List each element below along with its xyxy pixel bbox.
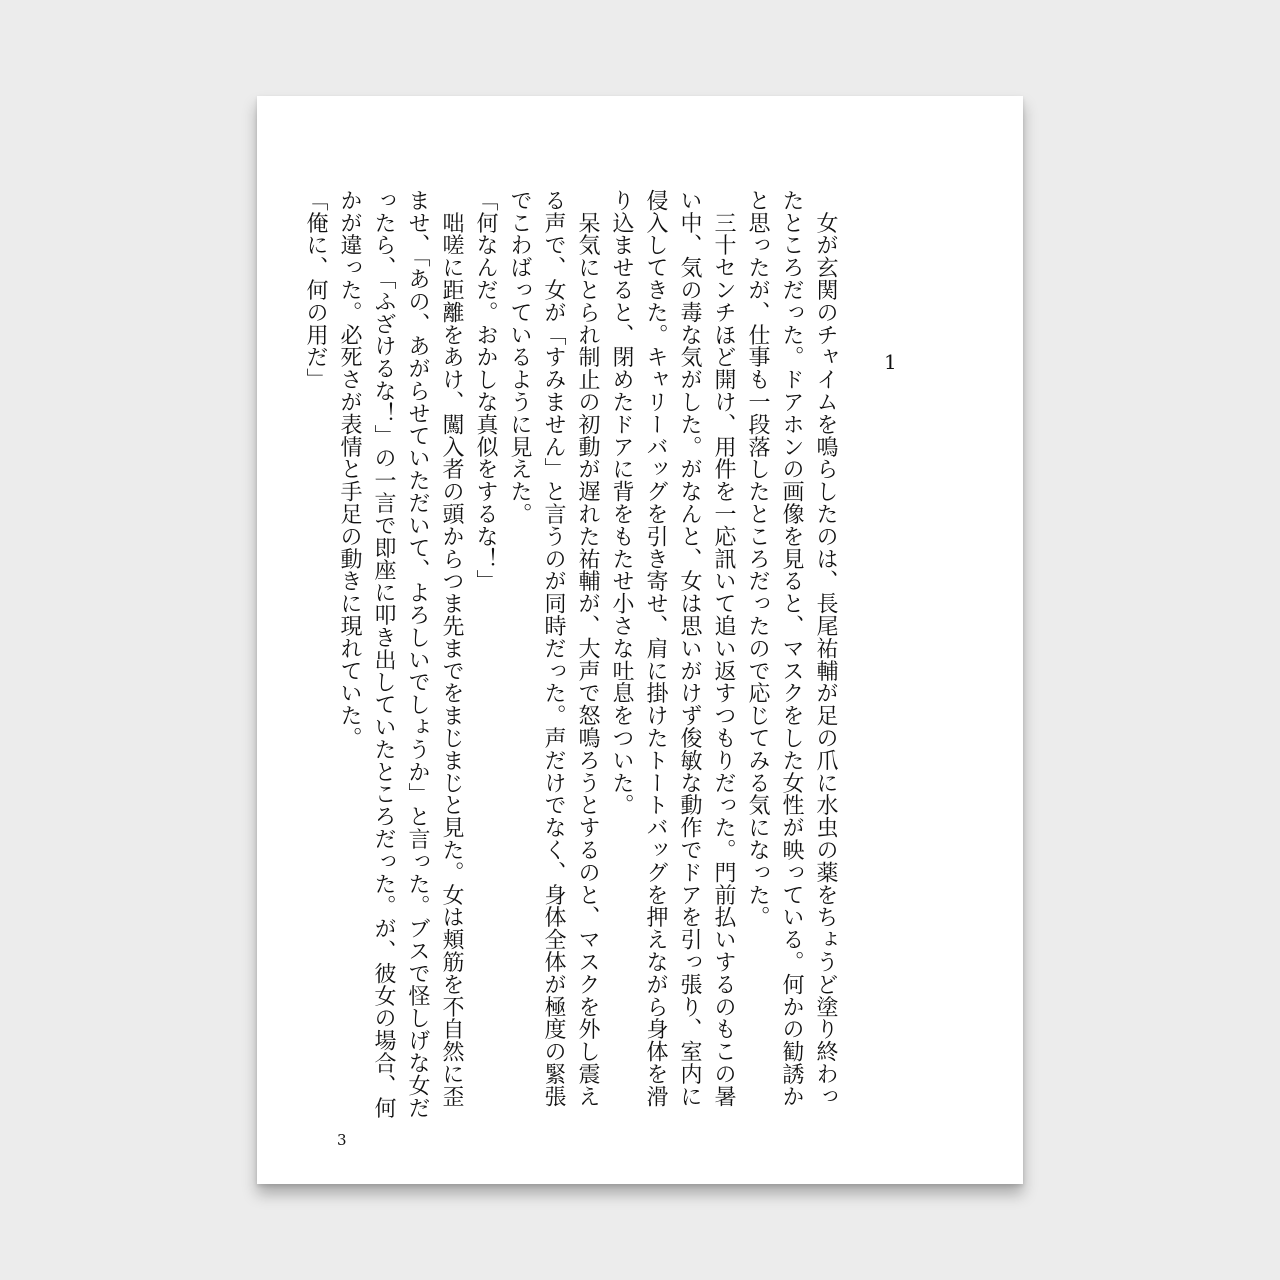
paragraph: 三十センチほど開け、用件を一応訊いて追い返すつもりだった。門前払いするのもこの暑い中、気の毒な気がした。がなんと、女は思いがけず俊敏な動作でドアを引っ張り、室内に侵入してきた。キャリーバッグを引き寄せ、肩に掛けたトートバッグを押えながら身体を滑り込ませると、閉めたドアに背をもたせ小さな吐息をついた。 (609, 189, 736, 1108)
body-text (303, 189, 842, 1119)
book-page (257, 96, 1023, 1184)
paragraph: 呆気にとられ制止の初動が遅れた祐輔が、大声で怒鳴ろうとするのと、マスクを外し震える声で、女が「すみません」と言うのが同時だった。声だけでなく、身体全体が極度の緊張でこわばっているように見えた。 (507, 189, 600, 1108)
chapter-number: 1 (884, 350, 897, 374)
paragraph: 咄嗟に距離をあけ、闖入者の頭からつま先までをまじまじと見た。女は頬筋を不自然に歪ませ、「あの、あがらせていただいて、よろしいでしょうか」と言った。ブスで怪しげな女だったら、「ふざけるな！」の一言で即座に叩き出していたところだった。が、彼女の場合、何かが違った。必死さが表情と手足の動きに現れていた。 (337, 189, 464, 1119)
paragraph: 女が玄関のチャイムを鳴らしたのは、長尾祐輔が足の爪に水虫の薬をちょうど塗り終わったところだった。ドアホンの画像を見ると、マスクをした女性が映っている。何かの勧誘かと思ったが、仕事も一段落したところだったので応じてみる気になった。 (745, 189, 838, 1108)
paragraph: 「何なんだ。おかしな真似をするな！」 (473, 189, 498, 593)
paragraph: 「俺に、何の用だ」 (303, 189, 328, 391)
page-number: 3 (337, 1131, 347, 1149)
